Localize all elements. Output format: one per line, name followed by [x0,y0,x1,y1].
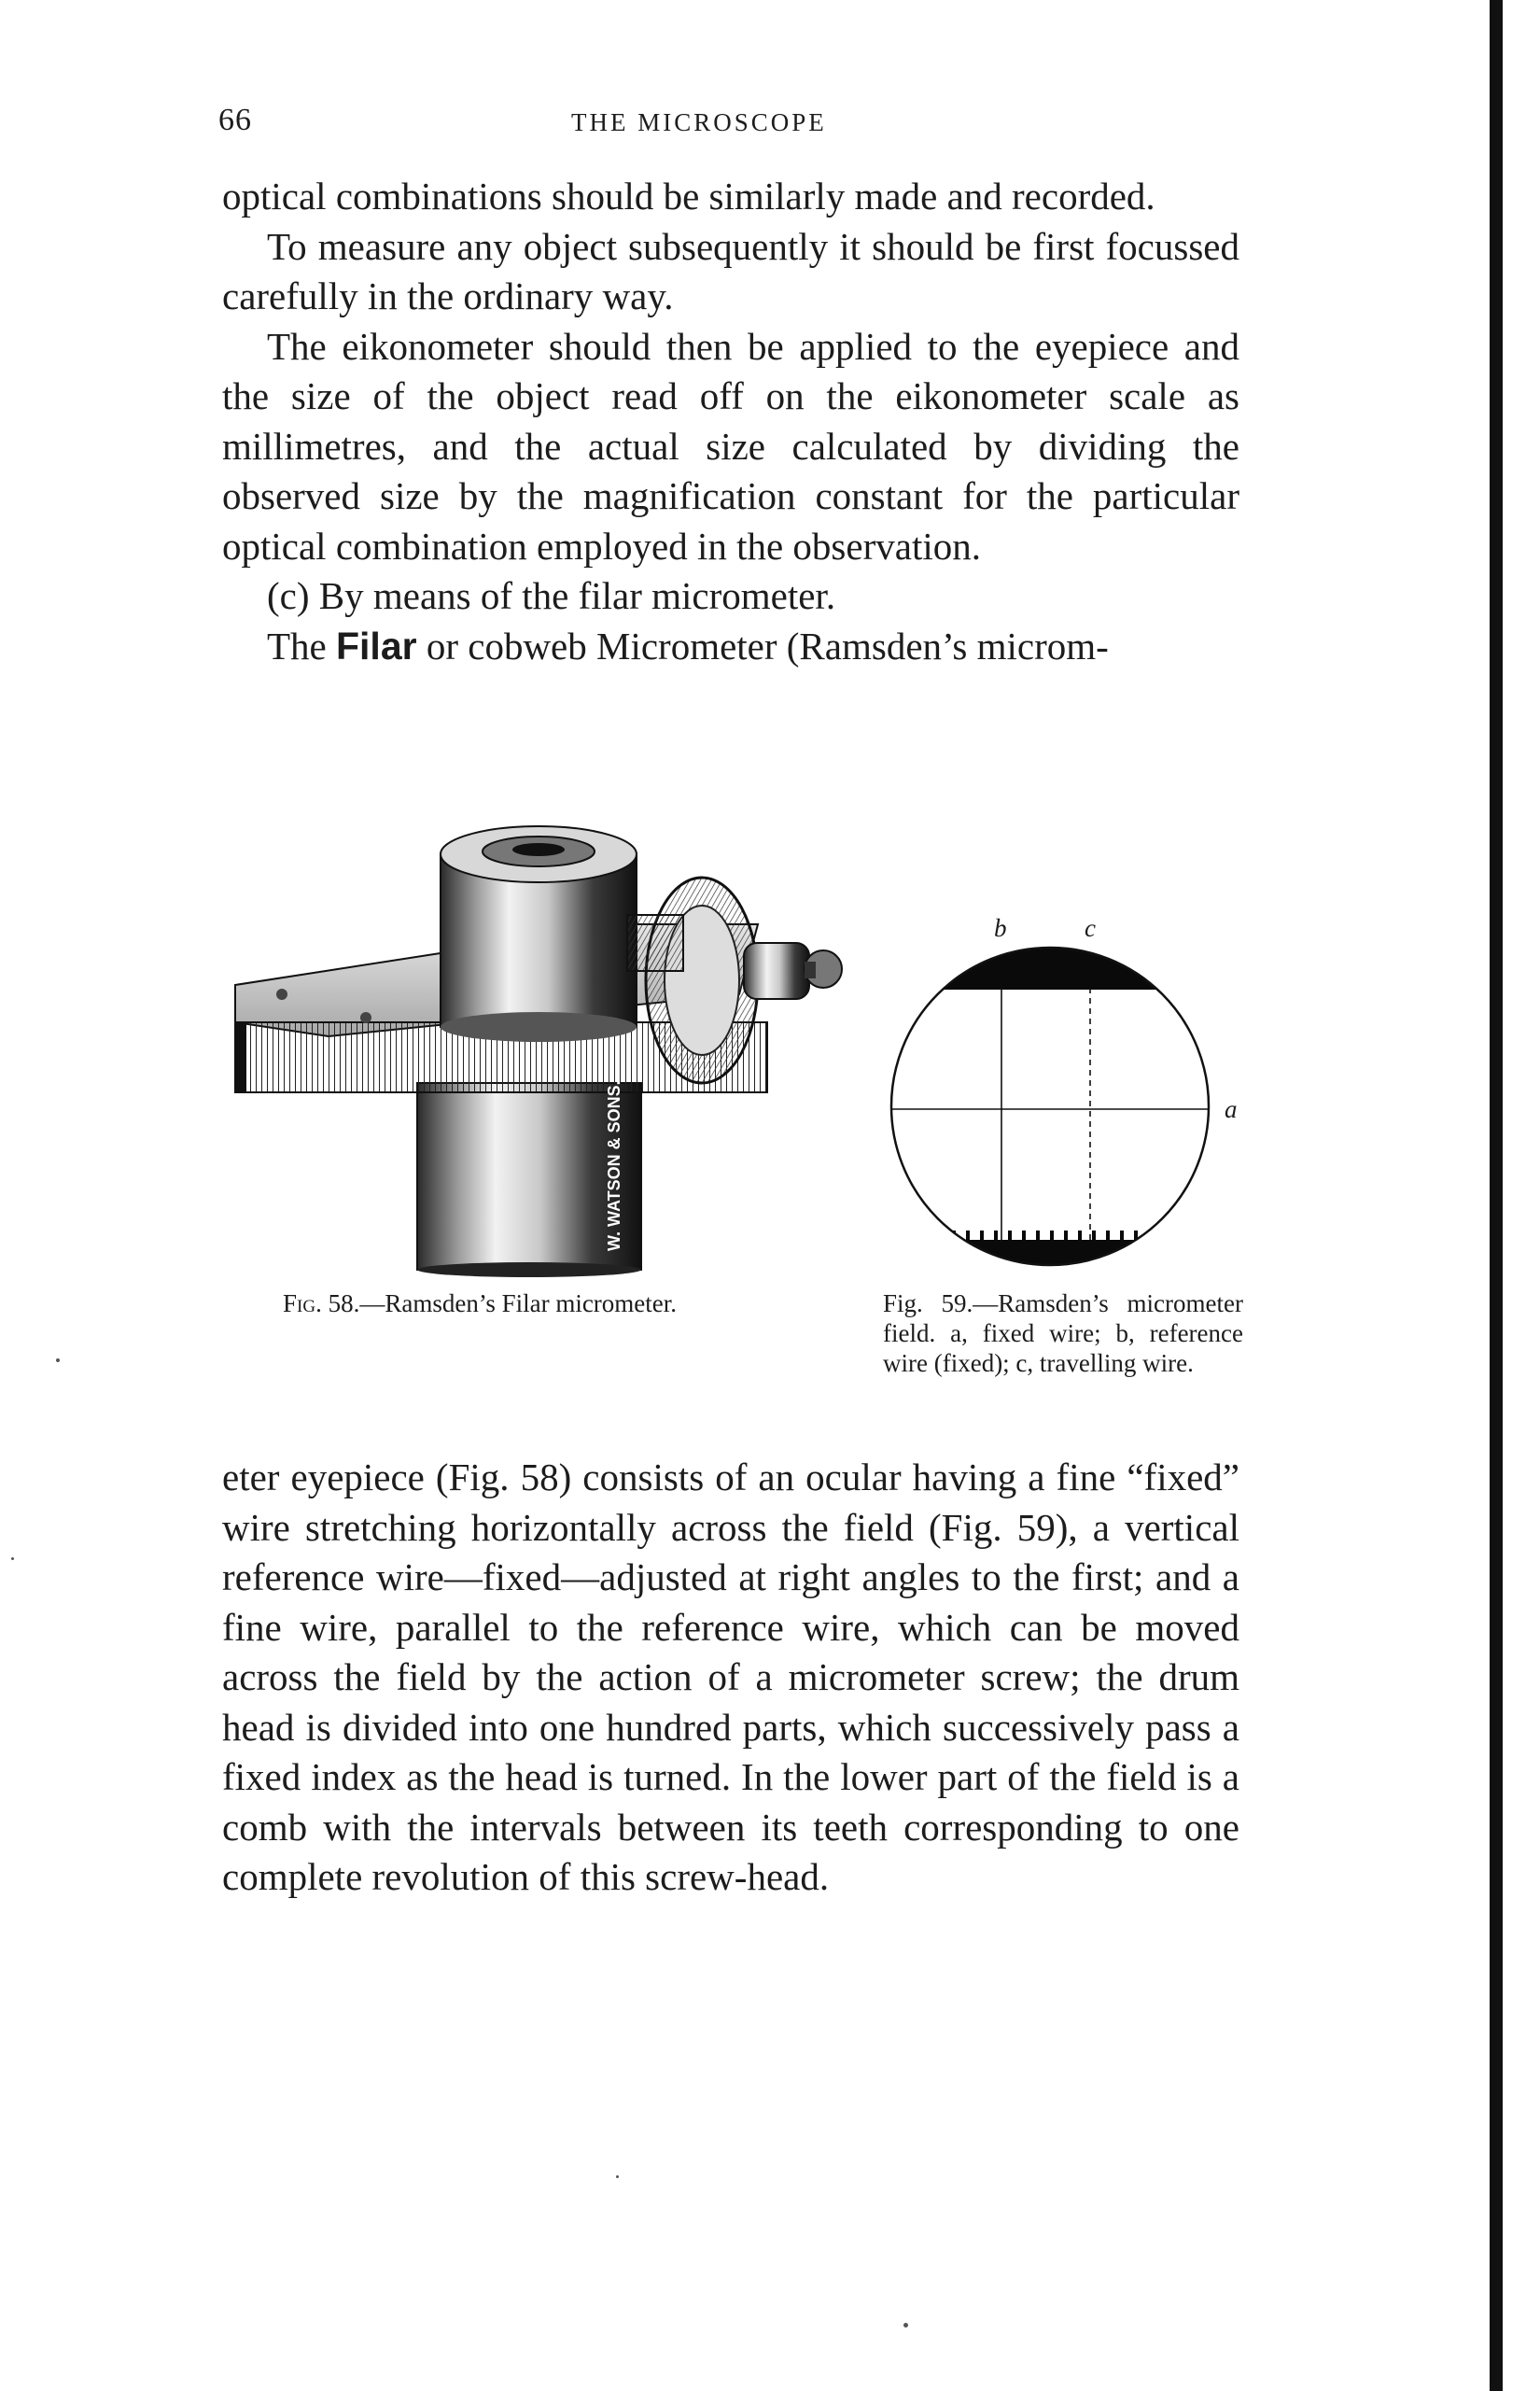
paragraph-method-c: (c) By means of the filar micrometer. [267,574,836,617]
filar-intro-post: or cobweb Micrometer (Ramsden’s microm- [416,624,1109,668]
filar-micrometer-illustration [217,803,861,1279]
paragraph-eikonometer: The eikonometer should then be applied to the eyepiece and the size of the object read off on the eikonometer scale as millimetres, and the actual size calculated by dividing the observed size by the magnification constant for the particular optical combination employed in the observation. [222,324,1239,568]
label-a: a [1225,1095,1238,1123]
paper-speck [56,1358,60,1362]
paragraph-filar-description: eter eyepiece (Fig. 58) consists of an ocular having a fine “fixed” wire stretching horizontally across the field (Fig. 59), a vertical reference wire—fixed—adjusted at right angles to the first; and a fine wire, parallel to the reference wire, which can be moved across the field by the action of a micrometer screw; the drum head is divided into one hundred parts, which successively pass a fixed index as the head is turned. In the lower part of the field is a comb with the intervals between its teeth corresponding to one complete revolution of this screw-head. [222,1456,1239,1898]
screw-knob [744,943,809,999]
paper-speck [616,2175,619,2178]
paragraph-measure: To measure any object subsequently it should be first focussed carefully in the ordinary way. [222,224,1239,317]
engraving-maker-mark: W. WATSON & SONS. [605,1080,623,1251]
filar-bold-word: Filar [336,624,417,668]
running-title: THE MICROSCOPE [571,108,827,136]
body-text-top [222,172,1239,671]
top-dark-band [877,915,1251,990]
comb-teeth [952,1231,1152,1242]
page-edge-shadow [1490,0,1503,2391]
micrometer-field-diagram [877,915,1251,1279]
paper-speck [903,2323,908,2328]
figure-58-caption [283,1288,843,1318]
label-b: b [994,915,1007,942]
paper-speck [11,1557,14,1560]
page-number: 66 [218,103,252,137]
paragraph-filar-intro [222,622,1239,672]
figure-58-caption-text: —Ramsden’s Filar micrometer. [359,1289,678,1317]
comb-band [877,1240,1251,1277]
figure-58-label: Fig. 58. [283,1289,360,1317]
paragraph-continued: optical combinations should be similarly made and recorded. [222,175,1155,218]
body-text-bottom [222,1453,1239,1903]
label-c: c [1085,915,1096,942]
field-circle [891,948,1209,1265]
filar-intro-pre: The [267,624,336,668]
figure-59-caption: Fig. 59.—Ramsden’s micrometer field. a, fixed wire; b, reference wire (fixed); c, travelling wire. [883,1289,1243,1377]
